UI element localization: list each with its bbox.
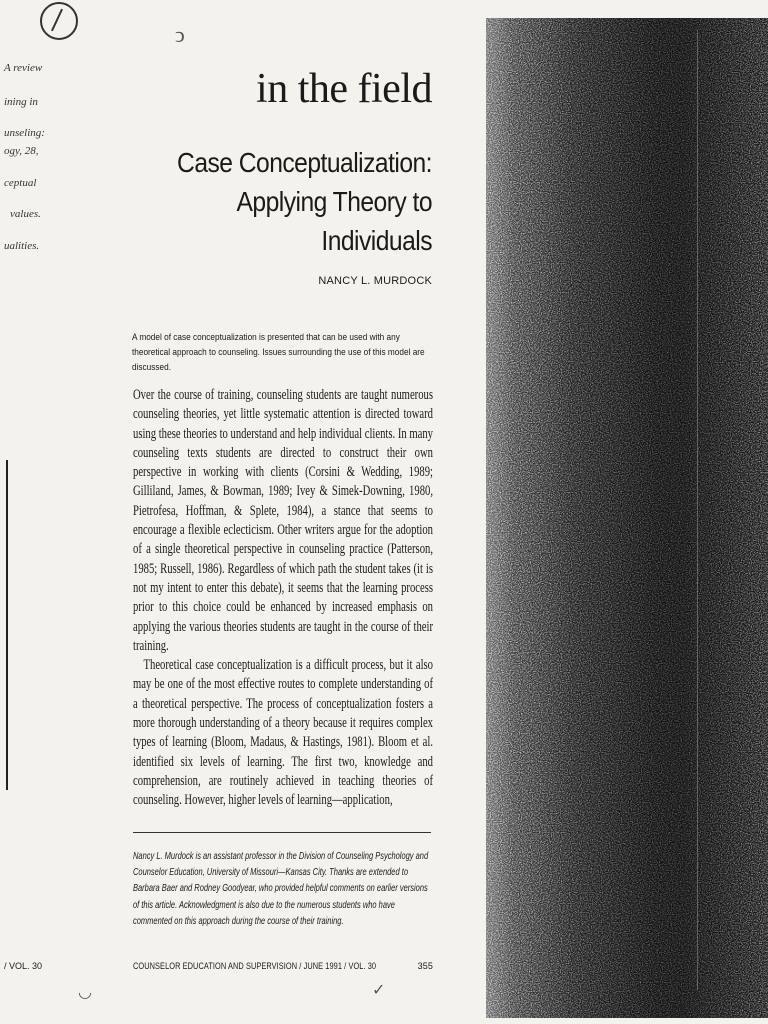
scan-shadow-edge	[486, 18, 768, 1018]
journal-footer: COUNSELOR EDUCATION AND SUPERVISION / JUNE 1991 / VOL. 30	[133, 961, 377, 971]
pen-mark: ✓	[372, 982, 386, 999]
scan-edge-line	[697, 30, 698, 990]
facing-page-fragment: ualities.	[4, 240, 40, 252]
page-number: 355	[417, 961, 433, 971]
facing-page-fragment: ining in	[4, 96, 38, 108]
article-body	[133, 386, 433, 811]
facing-page-fragment: values.	[10, 208, 41, 220]
body-paragraph-1: Over the course of training, counseling students are taught numerous counseling theories, yet little systematic attention is directed toward using these theories to understand and help individual clients. In many counseling texts students are directed to construct their own perspective in working with clients (Corsini & Wedding, 1989; Gilliland, James, & Bowman, 1989; Ivey & Simek-Downing, 1980, Pietrofesa, Hoffman, & Splete, 1984), a stance that seems to encourage a flexible eclecticism. Other writers argue for the adoption of a single theoretical perspective in counseling practice (Patterson, 1985; Russell, 1986). Regardless of which path the student takes (it is not my intent to enter this debate), it seems that the learning process prior to this choice could be enhanced by increased emphasis on applying the various theories students are taught in the course of their training.	[133, 387, 433, 654]
article-title-line-2: Applying Theory to Individuals	[236, 186, 432, 256]
handwritten-stamp-mark	[40, 2, 78, 40]
margin-rule	[6, 460, 8, 790]
abstract: A model of case conceptualization is presented that can be used with any theoretical approach to counseling. Issues surrounding the use of this model are discussed.	[132, 332, 425, 373]
article-title-line-1: Case Conceptualization:	[177, 147, 432, 178]
footnote-divider	[133, 832, 431, 833]
facing-page-footer: / VOL. 30	[4, 961, 43, 971]
author-footnote: Nancy L. Murdock is an assistant professor in the Division of Counseling Psychology and Counselor Education, University of Missouri—Kansas City. Thanks are extended to Barbara Baer and Rodney Goodyear, who provided helpful comments on earlier versions of this article. Acknowledgment is also due to the numerous students who have commented on this approach during the course of their training.	[133, 851, 429, 927]
pen-mark: ↄ	[175, 22, 185, 47]
pen-mark: ◡	[78, 984, 92, 1001]
facing-page-fragment: ceptual	[4, 177, 37, 189]
facing-page-fragment: unseling:	[4, 127, 45, 139]
body-paragraph-2: Theoretical case conceptualization is a difficult process, but it also may be one of the most effective routes to complete understanding of a theoretical perspective. The process of conceptualization fosters a more thorough understanding of a theory because it requires complex types of learning (Bloom, Madaus, & Hastings, 1981). Bloom et al. identified six levels of learning. The first two, knowledge and comprehension, are routinely achieved in teaching theories of counseling. However, higher levels of learning—application,	[133, 657, 433, 809]
facing-page-fragment: A review	[4, 62, 43, 74]
scan-noise	[486, 18, 768, 1018]
section-title: in the field	[256, 66, 432, 112]
author-byline: NANCY L. MURDOCK	[318, 275, 432, 287]
facing-page-fragment: ogy, 28,	[4, 145, 39, 157]
article-title	[157, 143, 432, 260]
section-header	[150, 68, 432, 110]
